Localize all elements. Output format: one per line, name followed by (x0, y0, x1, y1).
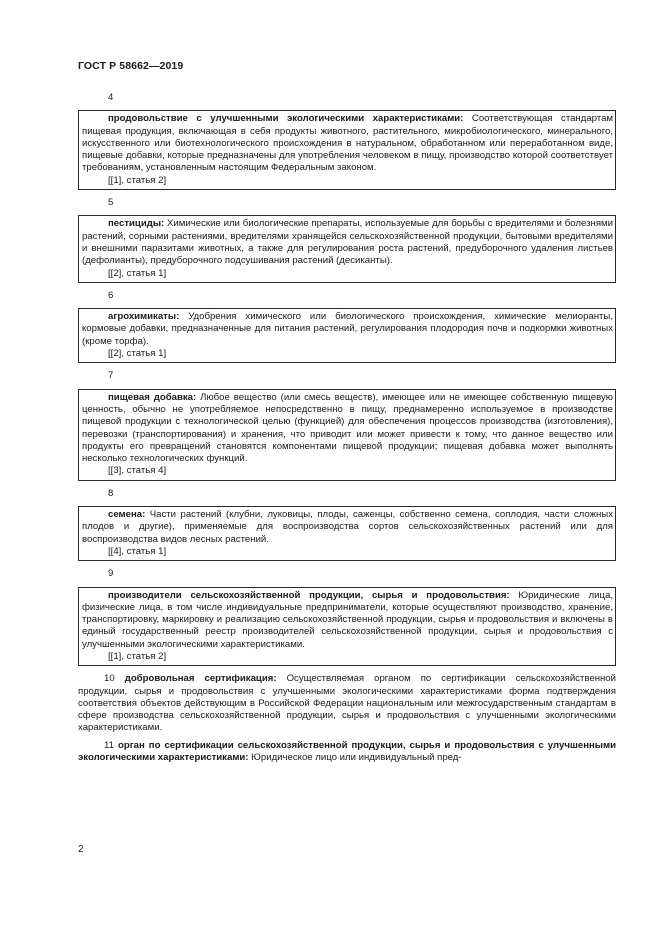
term-name: продовольствие с улучшенными экологическими характеристиками: (108, 113, 464, 125)
entry-number: 5 (108, 197, 114, 209)
term-definition-box (78, 308, 616, 363)
term-name: орган по сертификации сельскохозяйственной продукции, сырья и продовольствия с улучшенными экологическими характеристиками: (78, 739, 616, 764)
source-reference: [[2], статья 1] (108, 348, 167, 360)
term-definition-box (78, 587, 616, 667)
document-header: ГОСТ Р 58662—2019 (78, 60, 184, 72)
definition-paragraph (82, 218, 613, 267)
term-name: пестициды: (108, 218, 165, 230)
term-definition-box (78, 110, 616, 190)
document-body (78, 92, 616, 764)
entry-number: 4 (108, 92, 114, 103)
entry-number: 6 (108, 289, 114, 301)
term-definition: Любое вещество (или смесь веществ), имеющее или не имеющее собственную пищевую ценность, обычно не употребляемое непосредственно в пищу, преднамеренно используемое в производстве пищевой продукции с технологической целью (функцией) для обеспечения процессов производства (изготовления), перевозки (транспортирования) и хранения, что приводит или может привести к тому, что данное вещество или продукты его превращений становятся компонентами пищевой продукции; пищевая добавка может выполнять несколько технологических функций. (82, 391, 613, 465)
source-reference: [[1], статья 2] (108, 650, 167, 662)
plain-terms-list (78, 673, 616, 764)
definition-paragraph (82, 113, 613, 174)
plain-definition-paragraph (78, 673, 616, 734)
term-definition-box (78, 389, 616, 481)
term-definition-box (78, 506, 616, 561)
term-name: производители сельскохозяйственной продукции, сырья и продовольствия: (108, 589, 510, 601)
plain-definition-paragraph (78, 740, 616, 765)
term-name: пищевая добавка: (108, 391, 197, 403)
definition-paragraph (82, 392, 613, 466)
source-reference: [[1], статья 2] (108, 174, 167, 186)
page-number: 2 (78, 844, 84, 855)
term-definition: Удобрения химического или биологического происхождения, химические мелиоранты, кормовые добавки, предназначенные для питания растений, регулирования плодородия почв и подкормки животных (кроме торфа). (82, 311, 613, 347)
entry-number: 7 (108, 370, 114, 382)
term-definition: Части растений (клубни, луковицы, плоды, саженцы, собственно семена, соплодия, части сложных плодов и другие), применяемые для воспроизводства сортов сельскохозяйственных растений или для воспроизводства видов лесных растений. (82, 509, 613, 545)
term-name: добровольная сертификация: (124, 673, 277, 685)
definition-paragraph (82, 311, 613, 348)
term-definition: Юридические лица, физические лица, в том числе индивидуальные предприниматели, которые осуществляют производство, хранение, транспортировку, маркировку и реализацию сельскохозяйственной продукции, сырья и продовольствия и включены в единый государственный реестр производителей сельскохозяйственной продукции, сырья и продовольствия с улучшенными экологическими характеристиками. (82, 589, 613, 650)
entry-number: 11 (104, 739, 114, 751)
definition-paragraph (82, 509, 613, 546)
entry-number: 9 (108, 568, 114, 580)
term-definition: Соответствующая стандартам пищевая продукция, включающая в себя продукты животного, растительного, микробиологического, минерального, искусственного или биотехнологического происхождения в натуральном, обработанном или переработанном виде, пищевые добавки, которые предназначены для употребления человеком в пищу, производство которой соответствует требованиям, установленным настоящим Федеральным законом. (82, 113, 614, 174)
term-name: агрохимикаты: (108, 311, 180, 323)
source-reference: [[3], статья 4] (108, 465, 167, 477)
source-reference: [[4], статья 1] (108, 545, 167, 557)
term-definition: Осуществляемая органом по сертификации сельскохозяйственной продукции, сырья и продовольствия с улучшенными экологическими характеристиками форма подтверждения соответствия объектов действующим в Российской Федерации национальным или межгосударственным стандартам в сфере производства сельскохозяйственной продукции, сырья и продовольствия с улучшенными экологическими характеристиками. (78, 673, 616, 734)
definition-paragraph (82, 590, 613, 651)
term-name: семена: (108, 509, 146, 521)
term-definition: Химические или биологические препараты, используемые для борьбы с вредителями и болезнями растений, сорными растениями, вредителями хранящейся сельскохозяйственной продукции, бытовыми вредителями и внешними паразитами животных, а также для регулирования роста растений, предуборочного удаления листьев (дефолианты), предуборочного подсушивания растений (десиканты). (82, 218, 613, 267)
source-reference: [[2], статья 1] (108, 267, 167, 279)
entry-number: 8 (108, 487, 114, 499)
terms-list (78, 92, 616, 666)
entry-number: 10 (104, 673, 115, 685)
term-definition-box (78, 215, 616, 282)
term-definition: Юридическое лицо или индивидуальный пред- (248, 752, 462, 764)
